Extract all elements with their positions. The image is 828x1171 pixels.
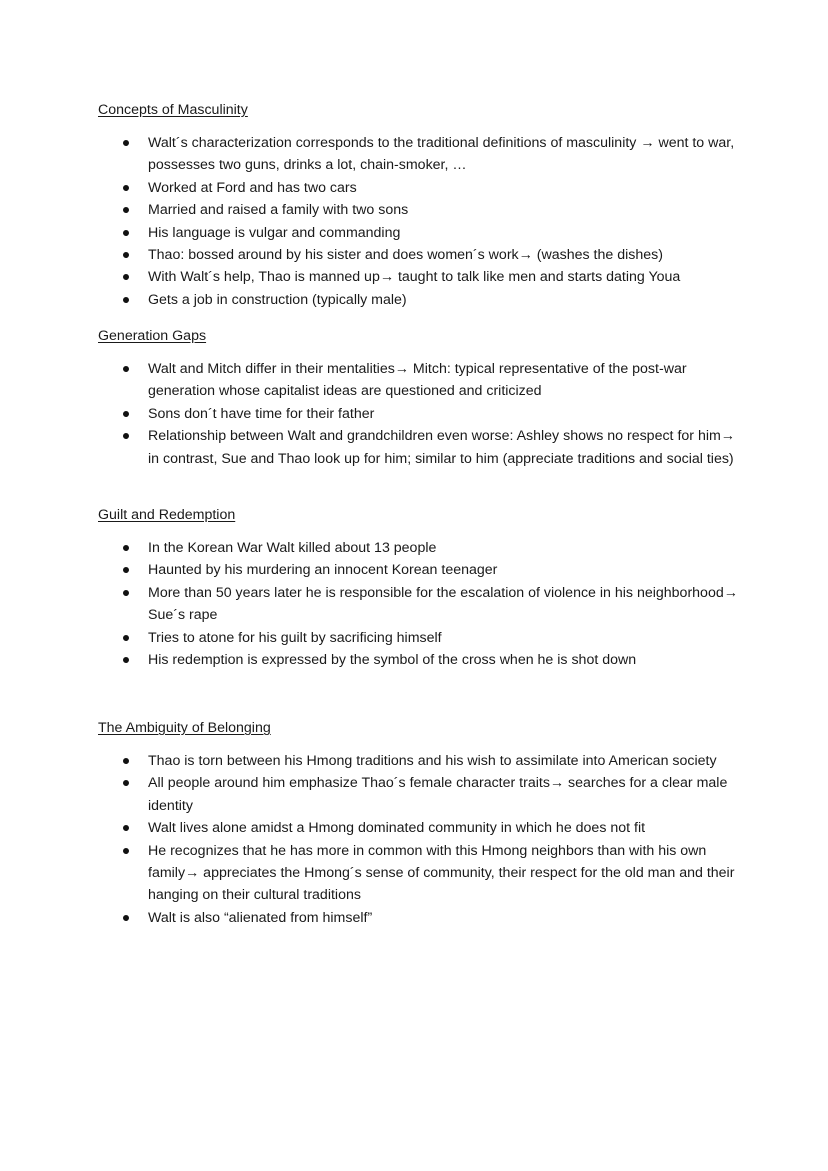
section-heading: The Ambiguity of Belonging bbox=[98, 720, 271, 736]
bullet-icon bbox=[123, 230, 129, 236]
list-item: More than 50 years later he is responsible for the escalation of violence in his neighborhood→ Sue´s rape bbox=[98, 582, 748, 627]
bullet-icon bbox=[123, 274, 129, 280]
list-item: Relationship between Walt and grandchildren even worse: Ashley shows no respect for him→ in contrast, Sue and Thao look up for him; similar to him (appreciate traditions and social ties) bbox=[98, 425, 748, 470]
bullet-icon bbox=[123, 433, 129, 439]
list-item: In the Korean War Walt killed about 13 people bbox=[98, 537, 748, 559]
bullet-icon bbox=[123, 635, 129, 641]
list-item: Walt and Mitch differ in their mentalities→ Mitch: typical representative of the post-war generation whose capitalist ideas are questioned and criticized bbox=[98, 358, 748, 403]
bullet-icon bbox=[123, 545, 129, 551]
bullet-icon bbox=[123, 140, 129, 146]
bullet-icon bbox=[123, 590, 129, 596]
bullet-list bbox=[98, 358, 748, 470]
bullet-icon bbox=[123, 780, 129, 786]
list-item: Walt´s characterization corresponds to the traditional definitions of masculinity → went to war, possesses two guns, drinks a lot, chain-smoker, … bbox=[98, 132, 748, 177]
section-guilt-redemption bbox=[98, 505, 748, 671]
bullet-icon bbox=[123, 657, 129, 663]
bullet-list bbox=[98, 132, 748, 311]
bullet-icon bbox=[123, 252, 129, 258]
bullet-list bbox=[98, 537, 748, 671]
section-heading: Generation Gaps bbox=[98, 328, 207, 344]
section-generation-gaps bbox=[98, 326, 748, 470]
section-masculinity bbox=[98, 100, 748, 311]
bullet-icon bbox=[123, 207, 129, 213]
list-item: Thao: bossed around by his sister and does women´s work→ (washes the dishes) bbox=[98, 244, 748, 266]
bullet-icon bbox=[123, 567, 129, 573]
list-item: Walt is also “alienated from himself” bbox=[98, 907, 748, 929]
bullet-icon bbox=[123, 915, 129, 921]
list-item: Married and raised a family with two sons bbox=[98, 199, 748, 221]
list-item: His redemption is expressed by the symbol of the cross when he is shot down bbox=[98, 649, 748, 671]
bullet-icon bbox=[123, 411, 129, 417]
bullet-icon bbox=[123, 848, 129, 854]
list-item: Thao is torn between his Hmong traditions and his wish to assimilate into American society bbox=[98, 750, 748, 772]
list-item: He recognizes that he has more in common with this Hmong neighbors than with his own family→ appreciates the Hmong´s sense of community, their respect for the old man and their hanging on their cultural traditions bbox=[98, 840, 748, 907]
section-heading: Guilt and Redemption bbox=[98, 507, 236, 523]
bullet-icon bbox=[123, 366, 129, 372]
section-ambiguity-belonging bbox=[98, 718, 748, 929]
list-item: With Walt´s help, Thao is manned up→ taught to talk like men and starts dating Youa bbox=[98, 266, 748, 288]
list-item: Haunted by his murdering an innocent Korean teenager bbox=[98, 559, 748, 581]
bullet-list bbox=[98, 750, 748, 929]
section-heading: Concepts of Masculinity bbox=[98, 102, 248, 118]
list-item: Tries to atone for his guilt by sacrificing himself bbox=[98, 627, 748, 649]
list-item: Walt lives alone amidst a Hmong dominated community in which he does not fit bbox=[98, 817, 748, 839]
bullet-icon bbox=[123, 185, 129, 191]
bullet-icon bbox=[123, 297, 129, 303]
bullet-icon bbox=[123, 758, 129, 764]
bullet-icon bbox=[123, 825, 129, 831]
list-item: Worked at Ford and has two cars bbox=[98, 177, 748, 199]
list-item: Sons don´t have time for their father bbox=[98, 403, 748, 425]
list-item: Gets a job in construction (typically male) bbox=[98, 289, 748, 311]
list-item: All people around him emphasize Thao´s female character traits→ searches for a clear male identity bbox=[98, 772, 748, 817]
list-item: His language is vulgar and commanding bbox=[98, 222, 748, 244]
